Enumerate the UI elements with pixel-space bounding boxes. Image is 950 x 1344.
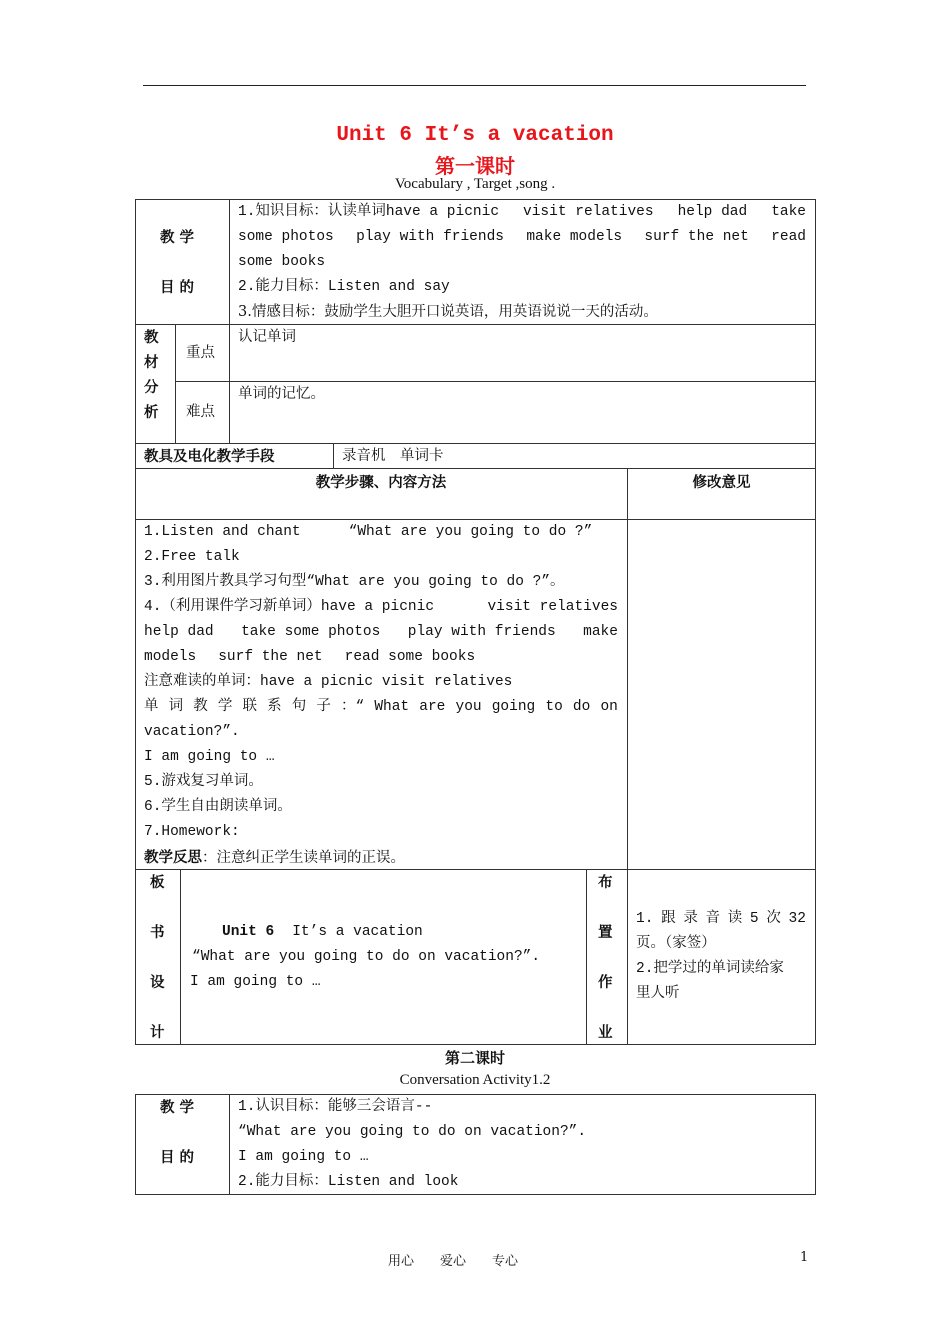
steps-header: 教学步骤、内容方法 <box>315 474 447 491</box>
header-rule <box>143 85 806 86</box>
revise-header: 修改意见 <box>692 474 751 491</box>
board-line-2: “What are you going to do on vacation?”. <box>192 949 541 965</box>
lesson2-goal-4: 2.能力目标：Listen and look <box>238 1174 459 1190</box>
analysis-label-4: 析 <box>144 404 159 421</box>
lesson2-goals-label-top: 教 学 <box>160 1099 195 1116</box>
board-label-3: 设 <box>150 974 165 991</box>
board-label-4: 计 <box>150 1024 165 1041</box>
goals-label-top: 教 学 <box>160 229 195 246</box>
step-line-9: vacation?”. <box>144 724 240 740</box>
lesson2-goal-3: I am going to … <box>238 1149 369 1165</box>
tools-text: 录音机 单词卡 <box>342 448 444 464</box>
analysis-label-3: 分 <box>144 379 159 396</box>
lesson-subtitle: Vocabulary , Target ,song . <box>394 176 556 192</box>
board-title: Unit 6 It’s a vacation <box>222 924 423 940</box>
goal-line-5: 3.情感目标：鼓励学生大胆开口说英语，用英语说说一天的活动。 <box>238 304 658 320</box>
tools-label: 教具及电化教学手段 <box>144 448 275 465</box>
key-point-label: 重点 <box>186 345 215 361</box>
homework-label-4: 业 <box>598 1024 613 1041</box>
analysis-label-1: 教 <box>144 329 159 346</box>
unit-title: Unit 6 It’s a vacation <box>336 124 614 147</box>
homework-label-2: 置 <box>598 924 613 941</box>
step-line-4: 4.（利用课件学习新单词）have a picnic visit relatives <box>144 599 618 615</box>
homework-line-3: 2.把学过的单词读给家 <box>636 961 784 977</box>
step-line-8: 单 词 教 学 联 系 句 子 ：“ What are you going to do on <box>144 699 618 715</box>
step-line-11: 5.游戏复习单词。 <box>144 774 263 790</box>
page-number: 1 <box>800 1250 809 1265</box>
goal-line-2: some photos play with friends make models surf the net read <box>238 229 806 245</box>
board-line-3: I am going to … <box>190 974 321 990</box>
goal-line-4: 2.能力目标：Listen and say <box>238 279 450 295</box>
goal-line-1: 1.知识目标：认读单词have a picnic visit relatives help dad take <box>238 204 806 220</box>
homework-label-1: 布 <box>598 874 613 891</box>
key-point-text: 认记单词 <box>238 329 296 345</box>
step-line-10: I am going to … <box>144 749 275 765</box>
difficult-point-label: 难点 <box>186 404 215 420</box>
step-line-1: 1.Listen and chant “What are you going to do ?” <box>144 524 593 540</box>
lesson2-goal-1: 1.认识目标：能够三会语言-- <box>238 1099 433 1115</box>
homework-line-4: 里人听 <box>636 986 680 1002</box>
footer-motto: 用心 爱心 专心 <box>388 1254 519 1269</box>
goal-line-3: some books <box>238 254 326 270</box>
step-line-13: 7.Homework: <box>144 824 240 840</box>
board-label-2: 书 <box>150 924 165 941</box>
step-line-5: help dad take some photos play with friends make <box>144 624 618 640</box>
lesson2-title: 第二课时 <box>444 1051 505 1067</box>
homework-label-3: 作 <box>598 974 613 991</box>
board-label-1: 板 <box>150 874 165 891</box>
homework-line-2: 页。（家签） <box>636 936 716 952</box>
step-line-3: 3.利用图片教具学习句型“What are you going to do ?”。 <box>144 574 565 590</box>
analysis-label-2: 材 <box>144 354 159 371</box>
reflection: 教学反思：注意纠正学生读单词的正误。 <box>144 849 405 866</box>
lesson2-goal-2: “What are you going to do on vacation?”. <box>238 1124 587 1140</box>
homework-line-1: 1. 跟 录 音 读 5 次 32 <box>636 911 806 927</box>
lesson-title: 第一课时 <box>435 154 515 178</box>
step-line-7: 注意难读的单词：have a picnic visit relatives <box>144 674 513 690</box>
difficult-point-text: 单词的记忆。 <box>238 386 325 402</box>
lesson2-goals-label-bottom: 目 的 <box>160 1149 195 1166</box>
step-line-2: 2.Free talk <box>144 549 240 565</box>
step-line-12: 6.学生自由朗读单词。 <box>144 799 292 815</box>
lesson2-subtitle: Conversation Activity1.2 <box>399 1072 551 1088</box>
goals-label-bottom: 目 的 <box>160 279 195 296</box>
step-line-6: models surf the net read some books <box>144 649 476 665</box>
